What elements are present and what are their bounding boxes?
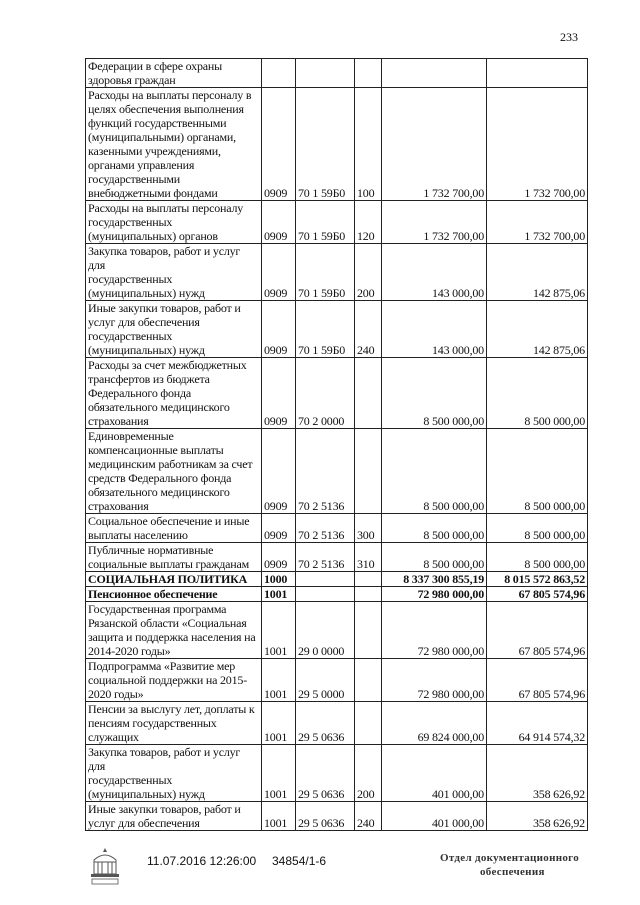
expense-type-cell: 240 <box>355 802 382 831</box>
row-name-cell: Закупка товаров, работ и услуг для государственных (муниципальных) нужд <box>86 745 262 802</box>
coat-of-arms-logo <box>88 846 122 886</box>
row-name-cell: Социальное обеспечение и иные выплаты населению <box>86 514 262 543</box>
section-code-cell <box>262 59 296 88</box>
actual-amount-cell: 8 500 000,00 <box>487 514 588 543</box>
target-code-cell: 29 0 0000 <box>296 602 355 659</box>
expense-type-cell: 240 <box>355 301 382 358</box>
expense-type-cell <box>355 587 382 602</box>
table-row <box>86 358 588 429</box>
row-name-cell: Публичные нормативные социальные выплаты гражданам <box>86 543 262 572</box>
target-code-cell: 70 1 59Б0 <box>296 201 355 244</box>
row-name-cell: Иные закупки товаров, работ и услуг для обеспечения <box>86 802 262 831</box>
row-name-cell: Пенсионное обеспечение <box>86 587 262 602</box>
stamp-datetime: 11.07.2016 12:26:00 <box>147 854 257 868</box>
expense-type-cell: 120 <box>355 201 382 244</box>
row-name-cell: Федерации в сфере охраны здоровья граждан <box>86 59 262 88</box>
target-code-cell: 70 2 5136 <box>296 514 355 543</box>
table-row <box>86 802 588 831</box>
planned-amount-cell: 401 000,00 <box>382 745 487 802</box>
actual-amount-cell: 8 500 000,00 <box>487 543 588 572</box>
expense-type-cell <box>355 602 382 659</box>
target-code-cell: 29 5 0636 <box>296 702 355 745</box>
target-code-cell <box>296 572 355 587</box>
table-row <box>86 587 588 602</box>
expense-type-cell <box>355 572 382 587</box>
table-row <box>86 514 588 543</box>
expense-type-cell <box>355 702 382 745</box>
expense-type-cell: 100 <box>355 88 382 201</box>
actual-amount-cell: 8 500 000,00 <box>487 429 588 514</box>
row-name-cell: Единовременные компенсационные выплаты медицинским работникам за счет средств Федерального фонда обязательного медицинского страхования <box>86 429 262 514</box>
actual-amount-cell: 358 626,92 <box>487 745 588 802</box>
table-row <box>86 702 588 745</box>
actual-amount-cell: 64 914 574,32 <box>487 702 588 745</box>
section-code-cell: 0909 <box>262 514 296 543</box>
expense-type-cell <box>355 59 382 88</box>
planned-amount-cell: 72 980 000,00 <box>382 659 487 702</box>
planned-amount-cell: 72 980 000,00 <box>382 602 487 659</box>
target-code-cell: 70 2 5136 <box>296 543 355 572</box>
row-name-cell: Иные закупки товаров, работ и услуг для обеспечения государственных (муниципальных) нужд <box>86 301 262 358</box>
section-code-cell: 1001 <box>262 802 296 831</box>
planned-amount-cell: 8 500 000,00 <box>382 543 487 572</box>
target-code-cell: 70 2 5136 <box>296 429 355 514</box>
section-code-cell: 1001 <box>262 659 296 702</box>
department-name: Отдел документационного <box>440 852 580 864</box>
section-code-cell: 1001 <box>262 602 296 659</box>
planned-amount-cell: 8 500 000,00 <box>382 429 487 514</box>
actual-amount-cell: 1 732 700,00 <box>487 201 588 244</box>
planned-amount-cell: 8 337 300 855,19 <box>382 572 487 587</box>
actual-amount-cell: 8 015 572 863,52 <box>487 572 588 587</box>
row-name-cell: Государственная программа Рязанской области «Социальная защита и поддержка населения на 2014-2020 годы» <box>86 602 262 659</box>
planned-amount-cell <box>382 59 487 88</box>
actual-amount-cell: 1 732 700,00 <box>487 88 588 201</box>
target-code-cell <box>296 59 355 88</box>
planned-amount-cell: 401 000,00 <box>382 802 487 831</box>
department-name-cont: обеспечения <box>480 866 545 878</box>
table-row <box>86 88 588 201</box>
budget-table <box>85 58 588 831</box>
actual-amount-cell: 67 805 574,96 <box>487 659 588 702</box>
expense-type-cell: 200 <box>355 745 382 802</box>
expense-type-cell <box>355 659 382 702</box>
section-code-cell: 0909 <box>262 244 296 301</box>
planned-amount-cell: 143 000,00 <box>382 244 487 301</box>
target-code-cell: 70 1 59Б0 <box>296 301 355 358</box>
target-code-cell: 29 5 0636 <box>296 745 355 802</box>
section-code-cell: 1001 <box>262 587 296 602</box>
target-code-cell: 29 5 0636 <box>296 802 355 831</box>
row-name-cell: Расходы за счет межбюджетных трансфертов из бюджета Федерального фонда обязательного медицинского страхования <box>86 358 262 429</box>
section-code-cell: 0909 <box>262 429 296 514</box>
table-row <box>86 659 588 702</box>
table-row <box>86 201 588 244</box>
row-name-cell: Подпрограмма «Развитие мер социальной поддержки на 2015- 2020 годы» <box>86 659 262 702</box>
planned-amount-cell: 1 732 700,00 <box>382 201 487 244</box>
planned-amount-cell: 1 732 700,00 <box>382 88 487 201</box>
table-row <box>86 602 588 659</box>
table-body <box>86 59 588 831</box>
table-row <box>86 301 588 358</box>
row-name-cell: Закупка товаров, работ и услуг для государственных (муниципальных) нужд <box>86 244 262 301</box>
planned-amount-cell: 72 980 000,00 <box>382 587 487 602</box>
target-code-cell: 70 2 0000 <box>296 358 355 429</box>
table-row <box>86 543 588 572</box>
table-row <box>86 59 588 88</box>
expense-type-cell <box>355 429 382 514</box>
footer <box>0 846 640 896</box>
actual-amount-cell <box>487 59 588 88</box>
section-code-cell: 1000 <box>262 572 296 587</box>
expense-type-cell: 300 <box>355 514 382 543</box>
section-code-cell: 0909 <box>262 358 296 429</box>
actual-amount-cell: 67 805 574,96 <box>487 587 588 602</box>
target-code-cell: 29 5 0000 <box>296 659 355 702</box>
section-code-cell: 0909 <box>262 543 296 572</box>
target-code-cell: 70 1 59Б0 <box>296 244 355 301</box>
planned-amount-cell: 143 000,00 <box>382 301 487 358</box>
expense-type-cell: 200 <box>355 244 382 301</box>
expense-type-cell <box>355 358 382 429</box>
table-row <box>86 745 588 802</box>
row-name-cell: Расходы на выплаты персоналу государственных (муниципальных) органов <box>86 201 262 244</box>
actual-amount-cell: 358 626,92 <box>487 802 588 831</box>
table-row <box>86 572 588 587</box>
actual-amount-cell: 67 805 574,96 <box>487 602 588 659</box>
row-name-cell: СОЦИАЛЬНАЯ ПОЛИТИКА <box>86 572 262 587</box>
actual-amount-cell: 142 875,06 <box>487 244 588 301</box>
target-code-cell: 70 1 59Б0 <box>296 88 355 201</box>
table-row <box>86 429 588 514</box>
section-code-cell: 0909 <box>262 88 296 201</box>
section-code-cell: 0909 <box>262 201 296 244</box>
target-code-cell <box>296 587 355 602</box>
planned-amount-cell: 69 824 000,00 <box>382 702 487 745</box>
section-code-cell: 0909 <box>262 301 296 358</box>
planned-amount-cell: 8 500 000,00 <box>382 514 487 543</box>
page-number: 233 <box>560 30 578 44</box>
row-name-cell: Пенсии за выслугу лет, доплаты к пенсиям государственных служащих <box>86 702 262 745</box>
expense-type-cell: 310 <box>355 543 382 572</box>
section-code-cell: 1001 <box>262 702 296 745</box>
row-name-cell: Расходы на выплаты персоналу в целях обеспечения выполнения функций государственными (муниципальными) органами, казенными учреждениями, органами управления государственными внебюджетными фондами <box>86 88 262 201</box>
actual-amount-cell: 142 875,06 <box>487 301 588 358</box>
section-code-cell: 1001 <box>262 745 296 802</box>
planned-amount-cell: 8 500 000,00 <box>382 358 487 429</box>
table-row <box>86 244 588 301</box>
stamp-doc-number: 34854/1-6 <box>272 854 327 868</box>
actual-amount-cell: 8 500 000,00 <box>487 358 588 429</box>
